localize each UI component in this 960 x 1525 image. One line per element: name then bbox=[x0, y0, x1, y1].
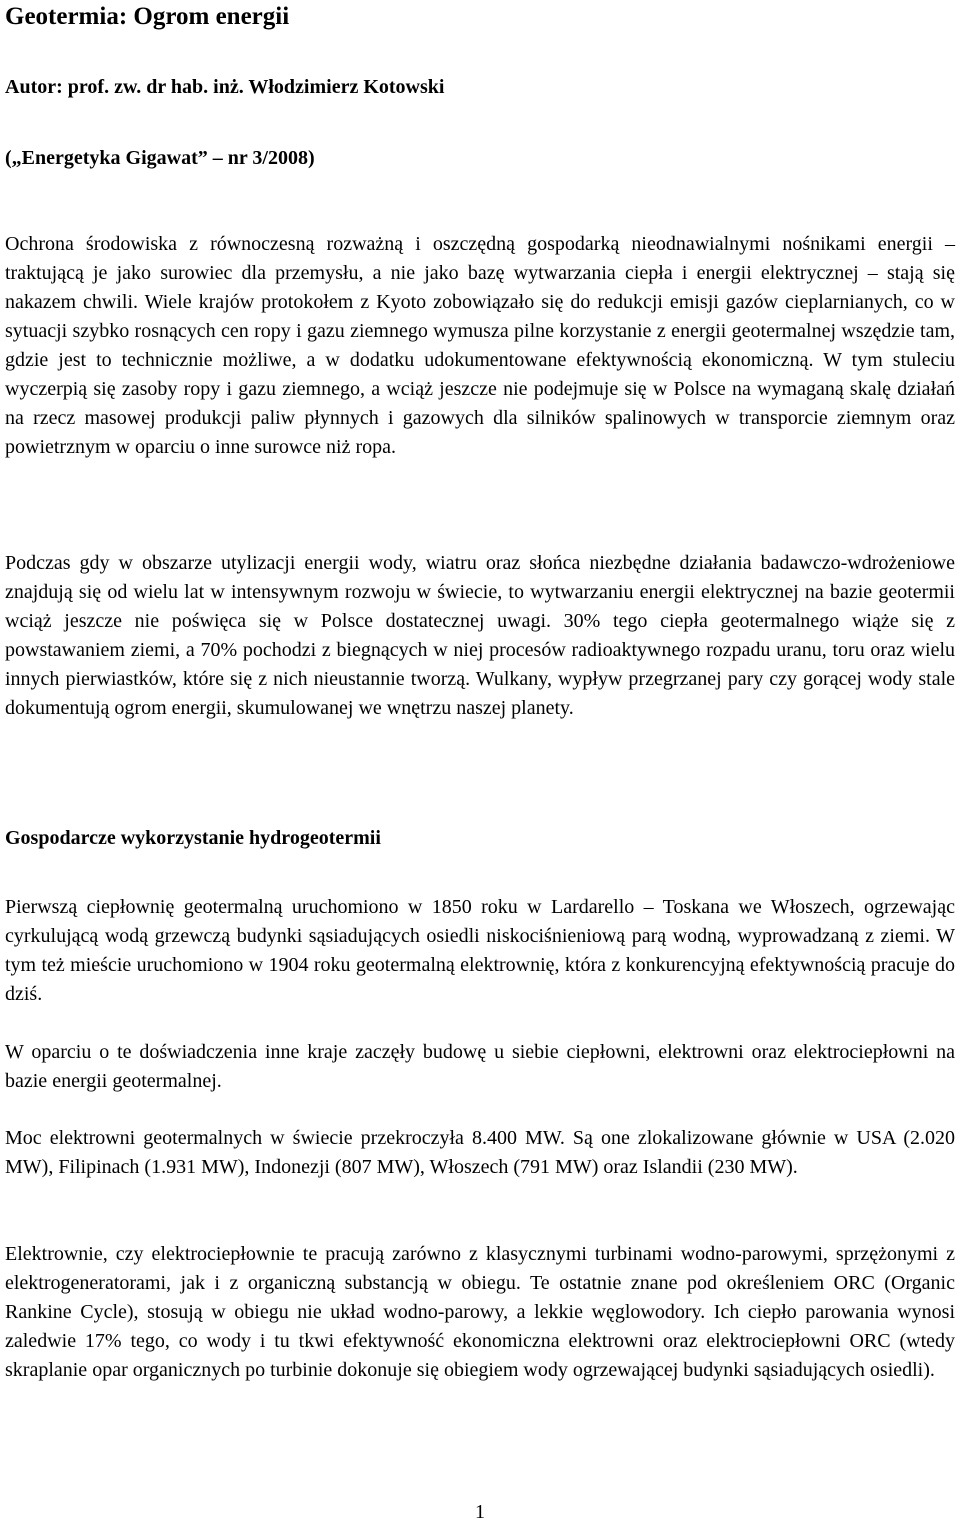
section-paragraph-4: Elektrownie, czy elektrociepłownie te pracują zarówno z klasycznymi turbinami wodno-parowymi, sprzężonymi z elektrogeneratorami, jak i z organiczną substancją w obiegu. Te ostatnie znane pod określeniem ORC (Organic Rankine Cycle), stosują w obiegu nie układ wodno-parowy, a lekkie węglowodory. Ich ciepło parowania wynosi zaledwie 17% tego, co wody i tu tkwi efektywność ekonomiczna elektrowni oraz elektrociepłowni ORC (wtedy skraplanie opar organicznych po turbinie dokonuje się obiegiem wody ogrzewającej budynki sąsiadujących osiedli). bbox=[5, 1243, 955, 1381]
section-paragraph-3: Moc elektrowni geotermalnych w świecie przekroczyła 8.400 MW. Są one zlokalizowane głównie w USA (2.020 MW), Filipinach (1.931 MW), Indonezji (807 MW), Włoszech (791 MW) oraz Islandii (230 MW). bbox=[5, 1127, 955, 1178]
section-paragraph-2: W oparciu o te doświadczenia inne kraje zaczęły budowę u siebie ciepłowni, elektrowni oraz elektrociepłowni na bazie energii geotermalnej. bbox=[5, 1041, 955, 1092]
intro-paragraph-1: Ochrona środowiska z równoczesną rozważną i oszczędną gospodarką nieodnawialnymi nośnikami energii – traktującą je jako surowiec dla przemysłu, a nie jako bazę wytwarzania ciepła i energii elektrycznej – stają się nakazem chwili. Wiele krajów protokołem z Kyoto zobowiązało się do redukcji emisji gazów cieplarnianych, co w sytuacji szybko rosnących cen ropy i gazu ziemnego wymusza pilne korzystanie z energii geotermalnej wszędzie tam, gdzie jest to technicznie możliwe, a w dodatku udokumentowane efektywnością ekonomiczną. W tym stuleciu wyczerpią się zasoby ropy i gazu ziemnego, a wciąż jeszcze nie podejmuje się w Polsce na wymaganą skalę działań na rzecz masowej produkcji paliw płynnych i gazowych dla silników spalinowych w transporcie ziemnym oraz powietrznym w oparciu o inne surowce niż ropa. bbox=[5, 233, 955, 458]
intro-paragraph-2: Podczas gdy w obszarze utylizacji energii wody, wiatru oraz słońca niezbędne działania badawczo-wdrożeniowe znajdują się od wielu lat w intensywnym rozwoju w świecie, to wytwarzaniu energii elektrycznej na bazie geotermii wciąż jeszcze nie poświęca się w Polsce dostatecznej uwagi. 30% tego ciepła geotermalnego wiąże się z powstawaniem ziemi, a 70% pochodzi z biegnących w niej procesów radioaktywnego rozpadu uranu, toru oraz wielu innych pierwiastków, które się z nich nieustannie tworzą. Wulkany, wypływ przegrzanej pary czy gorącej wody stale dokumentują ogrom energii, skumulowanej we wnętrzu naszej planety. bbox=[5, 552, 955, 719]
page-number: 1 bbox=[475, 1501, 485, 1523]
document-title: Geotermia: Ogrom energii bbox=[5, 3, 290, 30]
section-heading: Gospodarcze wykorzystanie hydrogeotermii bbox=[5, 827, 381, 849]
section-paragraph-1: Pierwszą ciepłownię geotermalną uruchomiono w 1850 roku w Lardarello – Toskana we Włoszech, ogrzewając cyrkulującą wodą grzewczą budynki sąsiadujących osiedli niskociśnieniową parą wodną, wyprowadzaną z ziemi. W tym też mieście uruchomiono w 1904 roku geotermalną elektrownię, która z konkurencyjną efektywnością pracuje do dziś. bbox=[5, 896, 955, 1005]
source-citation: („Energetyka Gigawat” – nr 3/2008) bbox=[5, 147, 315, 169]
author-line: Autor: prof. zw. dr hab. inż. Włodzimierz Kotowski bbox=[5, 76, 445, 98]
